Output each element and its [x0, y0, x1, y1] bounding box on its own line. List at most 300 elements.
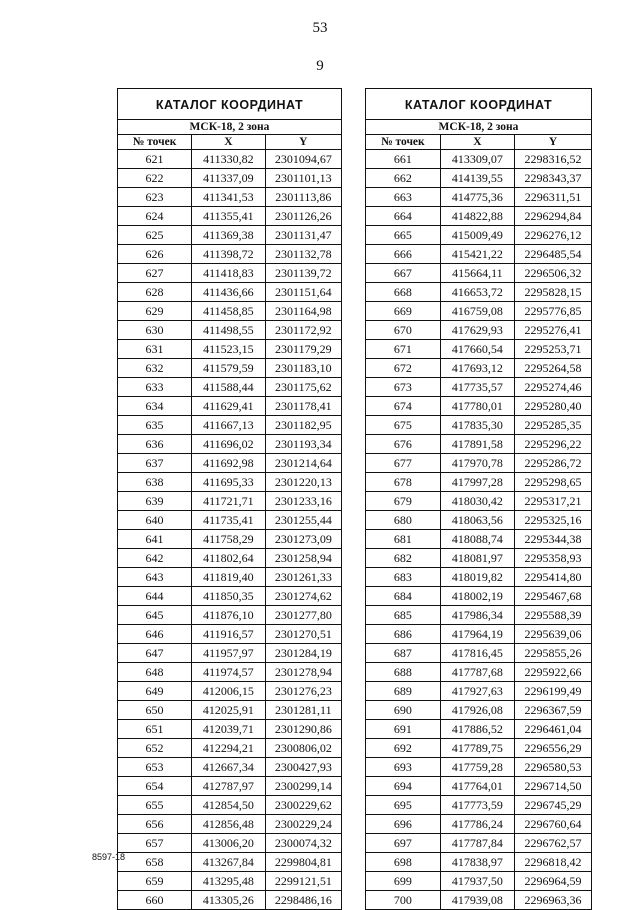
point-number-cell: 656 — [118, 815, 192, 834]
point-number-cell: 679 — [366, 492, 440, 511]
x-coordinate-cell: 411802,64 — [192, 549, 266, 568]
point-number-cell: 671 — [366, 340, 440, 359]
table-row — [118, 340, 341, 359]
point-number-cell: 676 — [366, 435, 440, 454]
y-coordinate-cell: 2301132,78 — [265, 245, 341, 264]
y-coordinate-cell: 2295344,38 — [515, 530, 592, 549]
point-number-cell: 643 — [118, 568, 192, 587]
table-row — [366, 378, 591, 397]
y-coordinate-cell: 2296506,32 — [515, 264, 592, 283]
y-coordinate-cell: 2295325,16 — [515, 511, 592, 530]
y-coordinate-cell: 2300806,02 — [265, 739, 341, 758]
table-row — [366, 834, 591, 853]
point-number-cell: 697 — [366, 834, 440, 853]
x-coordinate-cell: 411819,40 — [192, 568, 266, 587]
x-coordinate-cell: 417759,28 — [440, 758, 514, 777]
point-number-cell: 629 — [118, 302, 192, 321]
point-number-cell: 682 — [366, 549, 440, 568]
y-coordinate-cell: 2301101,13 — [265, 169, 341, 188]
page-number: 53 — [312, 20, 328, 36]
point-number-cell: 652 — [118, 739, 192, 758]
point-number-cell: 688 — [366, 663, 440, 682]
table-row — [118, 796, 341, 815]
x-coordinate-cell: 411498,55 — [192, 321, 266, 340]
point-number-cell: 627 — [118, 264, 192, 283]
y-coordinate-cell: 2301172,92 — [265, 321, 341, 340]
y-coordinate-cell: 2298343,37 — [515, 169, 592, 188]
y-coordinate-cell: 2295286,72 — [515, 454, 592, 473]
x-coordinate-cell: 418019,82 — [440, 568, 514, 587]
x-coordinate-cell: 413006,20 — [192, 834, 266, 853]
table-row — [118, 302, 341, 321]
x-coordinate-cell: 417789,75 — [440, 739, 514, 758]
column-header-point-number: № точек — [366, 135, 440, 150]
y-coordinate-cell: 2296964,59 — [515, 872, 592, 891]
x-coordinate-cell: 411330,82 — [192, 150, 266, 169]
table-row — [118, 853, 341, 872]
y-coordinate-cell: 2299121,51 — [265, 872, 341, 891]
table-row — [118, 606, 341, 625]
x-coordinate-cell: 412006,15 — [192, 682, 266, 701]
x-coordinate-cell: 411579,59 — [192, 359, 266, 378]
y-coordinate-cell: 2295588,39 — [515, 606, 592, 625]
point-number-cell: 666 — [366, 245, 440, 264]
y-coordinate-cell: 2301182,95 — [265, 416, 341, 435]
table-row — [366, 720, 591, 739]
coordinate-catalog-right — [365, 88, 592, 910]
table-row — [118, 530, 341, 549]
x-coordinate-cell: 415421,22 — [440, 245, 514, 264]
x-coordinate-cell: 414775,36 — [440, 188, 514, 207]
x-coordinate-cell: 417970,78 — [440, 454, 514, 473]
x-coordinate-cell: 411523,15 — [192, 340, 266, 359]
y-coordinate-cell: 2296762,57 — [515, 834, 592, 853]
point-number-cell: 645 — [118, 606, 192, 625]
y-coordinate-cell: 2295922,66 — [515, 663, 592, 682]
y-coordinate-cell: 2295253,71 — [515, 340, 592, 359]
x-coordinate-cell: 418088,74 — [440, 530, 514, 549]
table-row — [366, 226, 591, 245]
x-coordinate-cell: 417926,08 — [440, 701, 514, 720]
x-coordinate-cell: 411436,66 — [192, 283, 266, 302]
x-coordinate-cell: 417886,52 — [440, 720, 514, 739]
point-number-cell: 685 — [366, 606, 440, 625]
y-coordinate-cell: 2300074,32 — [265, 834, 341, 853]
point-number-cell: 693 — [366, 758, 440, 777]
table-row — [366, 796, 591, 815]
point-number-cell: 698 — [366, 853, 440, 872]
table-row — [118, 188, 341, 207]
table-row — [118, 739, 341, 758]
point-number-cell: 696 — [366, 815, 440, 834]
y-coordinate-cell: 2301094,67 — [265, 150, 341, 169]
point-number-cell: 626 — [118, 245, 192, 264]
point-number-cell: 647 — [118, 644, 192, 663]
y-coordinate-cell: 2295358,93 — [515, 549, 592, 568]
x-coordinate-cell: 411957,97 — [192, 644, 266, 663]
x-coordinate-cell: 411850,35 — [192, 587, 266, 606]
point-number-cell: 692 — [366, 739, 440, 758]
zone-label: МСК-18, 2 зона — [366, 120, 591, 135]
table-row — [366, 169, 591, 188]
table-row — [118, 245, 341, 264]
table-row — [118, 492, 341, 511]
point-number-cell: 699 — [366, 872, 440, 891]
point-number-cell: 675 — [366, 416, 440, 435]
table-row — [366, 777, 591, 796]
x-coordinate-cell: 416653,72 — [440, 283, 514, 302]
y-coordinate-cell: 2301164,98 — [265, 302, 341, 321]
y-coordinate-cell: 2296580,53 — [515, 758, 592, 777]
x-coordinate-cell: 417964,19 — [440, 625, 514, 644]
table-row — [366, 359, 591, 378]
point-number-cell: 638 — [118, 473, 192, 492]
x-coordinate-cell: 411398,72 — [192, 245, 266, 264]
y-coordinate-cell: 2301273,09 — [265, 530, 341, 549]
y-coordinate-cell: 2296294,84 — [515, 207, 592, 226]
table-row — [366, 188, 591, 207]
y-coordinate-cell: 2295317,21 — [515, 492, 592, 511]
x-coordinate-cell: 411588,44 — [192, 378, 266, 397]
point-number-cell: 653 — [118, 758, 192, 777]
x-coordinate-cell: 414822,88 — [440, 207, 514, 226]
table-row — [118, 150, 341, 169]
table-row — [118, 207, 341, 226]
table-row — [366, 321, 591, 340]
x-coordinate-cell: 415664,11 — [440, 264, 514, 283]
table-row — [118, 758, 341, 777]
table-row — [118, 511, 341, 530]
point-number-cell: 660 — [118, 891, 192, 910]
point-number-cell: 670 — [366, 321, 440, 340]
column-header-y: Y — [515, 135, 592, 150]
point-number-cell: 648 — [118, 663, 192, 682]
point-number-cell: 644 — [118, 587, 192, 606]
table-row — [118, 378, 341, 397]
table-row — [366, 511, 591, 530]
x-coordinate-cell: 413267,84 — [192, 853, 266, 872]
point-number-cell: 673 — [366, 378, 440, 397]
x-coordinate-cell: 414139,55 — [440, 169, 514, 188]
point-number-cell: 641 — [118, 530, 192, 549]
document-code: 8597-18 — [92, 852, 126, 862]
y-coordinate-cell: 2301277,80 — [265, 606, 341, 625]
x-coordinate-cell: 418063,56 — [440, 511, 514, 530]
table-row — [366, 739, 591, 758]
point-number-cell: 631 — [118, 340, 192, 359]
y-coordinate-cell: 2301261,33 — [265, 568, 341, 587]
column-header-x: X — [440, 135, 514, 150]
point-number-cell: 663 — [366, 188, 440, 207]
y-coordinate-cell: 2296714,50 — [515, 777, 592, 796]
coordinate-table — [118, 120, 341, 909]
point-number-cell: 678 — [366, 473, 440, 492]
y-coordinate-cell: 2296760,64 — [515, 815, 592, 834]
y-coordinate-cell: 2301255,44 — [265, 511, 341, 530]
x-coordinate-cell: 411876,10 — [192, 606, 266, 625]
x-coordinate-cell: 412025,91 — [192, 701, 266, 720]
x-coordinate-cell: 417735,57 — [440, 378, 514, 397]
table-row — [366, 473, 591, 492]
x-coordinate-cell: 417787,84 — [440, 834, 514, 853]
zone-label: МСК-18, 2 зона — [118, 120, 341, 135]
y-coordinate-cell: 2295264,58 — [515, 359, 592, 378]
y-coordinate-cell: 2296199,49 — [515, 682, 592, 701]
y-coordinate-cell: 2301276,23 — [265, 682, 341, 701]
y-coordinate-cell: 2300299,14 — [265, 777, 341, 796]
point-number-cell: 636 — [118, 435, 192, 454]
point-number-cell: 628 — [118, 283, 192, 302]
table-row — [366, 663, 591, 682]
y-coordinate-cell: 2296367,59 — [515, 701, 592, 720]
point-number-cell: 700 — [366, 891, 440, 910]
coordinate-catalog-left — [117, 88, 342, 910]
x-coordinate-cell: 411695,33 — [192, 473, 266, 492]
point-number-cell: 681 — [366, 530, 440, 549]
y-coordinate-cell: 2298486,16 — [265, 891, 341, 910]
y-coordinate-cell: 2296461,04 — [515, 720, 592, 739]
y-coordinate-cell: 2295285,35 — [515, 416, 592, 435]
table-row — [118, 777, 341, 796]
table-row — [366, 853, 591, 872]
y-coordinate-cell: 2301220,13 — [265, 473, 341, 492]
x-coordinate-cell: 417835,30 — [440, 416, 514, 435]
point-number-cell: 640 — [118, 511, 192, 530]
x-coordinate-cell: 417816,45 — [440, 644, 514, 663]
table-row — [366, 207, 591, 226]
x-coordinate-cell: 415009,49 — [440, 226, 514, 245]
point-number-cell: 624 — [118, 207, 192, 226]
y-coordinate-cell: 2300229,24 — [265, 815, 341, 834]
x-coordinate-cell: 417787,68 — [440, 663, 514, 682]
table-row — [118, 321, 341, 340]
x-coordinate-cell: 411758,29 — [192, 530, 266, 549]
sub-page-number: 9 — [316, 58, 324, 74]
table-row — [366, 701, 591, 720]
point-number-cell: 621 — [118, 150, 192, 169]
table-row — [366, 150, 591, 169]
x-coordinate-cell: 413305,26 — [192, 891, 266, 910]
x-coordinate-cell: 416759,08 — [440, 302, 514, 321]
point-number-cell: 637 — [118, 454, 192, 473]
x-coordinate-cell: 412039,71 — [192, 720, 266, 739]
table-body — [118, 150, 341, 910]
table-row — [366, 264, 591, 283]
y-coordinate-cell: 2295639,06 — [515, 625, 592, 644]
y-coordinate-cell: 2301274,62 — [265, 587, 341, 606]
catalog-title: КАТАЛОГ КООРДИНАТ — [366, 89, 591, 120]
x-coordinate-cell: 411696,02 — [192, 435, 266, 454]
point-number-cell: 695 — [366, 796, 440, 815]
point-number-cell: 686 — [366, 625, 440, 644]
table-row — [118, 549, 341, 568]
table-row — [118, 815, 341, 834]
point-number-cell: 659 — [118, 872, 192, 891]
table-row — [366, 454, 591, 473]
column-header-point-number: № точек — [118, 135, 192, 150]
point-number-cell: 672 — [366, 359, 440, 378]
y-coordinate-cell: 2295828,15 — [515, 283, 592, 302]
y-coordinate-cell: 2295855,26 — [515, 644, 592, 663]
x-coordinate-cell: 417939,08 — [440, 891, 514, 910]
table-row — [366, 758, 591, 777]
y-coordinate-cell: 2301233,16 — [265, 492, 341, 511]
table-row — [118, 872, 341, 891]
y-coordinate-cell: 2301290,86 — [265, 720, 341, 739]
table-row — [118, 454, 341, 473]
table-row — [366, 530, 591, 549]
table-row — [366, 549, 591, 568]
x-coordinate-cell: 417937,50 — [440, 872, 514, 891]
x-coordinate-cell: 417780,01 — [440, 397, 514, 416]
point-number-cell: 689 — [366, 682, 440, 701]
table-row — [118, 891, 341, 910]
x-coordinate-cell: 411974,57 — [192, 663, 266, 682]
table-row — [118, 701, 341, 720]
table-row — [118, 435, 341, 454]
point-number-cell: 651 — [118, 720, 192, 739]
y-coordinate-cell: 2301270,51 — [265, 625, 341, 644]
y-coordinate-cell: 2301214,64 — [265, 454, 341, 473]
point-number-cell: 690 — [366, 701, 440, 720]
table-row — [366, 245, 591, 264]
y-coordinate-cell: 2295274,46 — [515, 378, 592, 397]
y-coordinate-cell: 2301131,47 — [265, 226, 341, 245]
point-number-cell: 680 — [366, 511, 440, 530]
point-number-cell: 661 — [366, 150, 440, 169]
x-coordinate-cell: 411341,53 — [192, 188, 266, 207]
y-coordinate-cell: 2299804,81 — [265, 853, 341, 872]
y-coordinate-cell: 2300427,93 — [265, 758, 341, 777]
table-row — [366, 435, 591, 454]
point-number-cell: 646 — [118, 625, 192, 644]
table-row — [366, 568, 591, 587]
table-row — [366, 416, 591, 435]
x-coordinate-cell: 413295,48 — [192, 872, 266, 891]
x-coordinate-cell: 411667,13 — [192, 416, 266, 435]
table-row — [118, 587, 341, 606]
y-coordinate-cell: 2301139,72 — [265, 264, 341, 283]
table-row — [366, 283, 591, 302]
table-row — [118, 473, 341, 492]
x-coordinate-cell: 417997,28 — [440, 473, 514, 492]
y-coordinate-cell: 2301193,34 — [265, 435, 341, 454]
point-number-cell: 665 — [366, 226, 440, 245]
point-number-cell: 655 — [118, 796, 192, 815]
x-coordinate-cell: 411629,41 — [192, 397, 266, 416]
y-coordinate-cell: 2301284,19 — [265, 644, 341, 663]
point-number-cell: 639 — [118, 492, 192, 511]
x-coordinate-cell: 417891,58 — [440, 435, 514, 454]
table-row — [118, 568, 341, 587]
y-coordinate-cell: 2295276,41 — [515, 321, 592, 340]
y-coordinate-cell: 2301179,29 — [265, 340, 341, 359]
point-number-cell: 625 — [118, 226, 192, 245]
table-row — [118, 720, 341, 739]
x-coordinate-cell: 412787,97 — [192, 777, 266, 796]
y-coordinate-cell: 2295280,40 — [515, 397, 592, 416]
point-number-cell: 668 — [366, 283, 440, 302]
point-number-cell: 642 — [118, 549, 192, 568]
point-number-cell: 683 — [366, 568, 440, 587]
table-row — [118, 682, 341, 701]
x-coordinate-cell: 418081,97 — [440, 549, 514, 568]
y-coordinate-cell: 2301178,41 — [265, 397, 341, 416]
x-coordinate-cell: 412854,50 — [192, 796, 266, 815]
x-coordinate-cell: 411458,85 — [192, 302, 266, 321]
y-coordinate-cell: 2301113,86 — [265, 188, 341, 207]
point-number-cell: 635 — [118, 416, 192, 435]
point-number-cell: 694 — [366, 777, 440, 796]
x-coordinate-cell: 417629,93 — [440, 321, 514, 340]
point-number-cell: 669 — [366, 302, 440, 321]
point-number-cell: 674 — [366, 397, 440, 416]
point-number-cell: 622 — [118, 169, 192, 188]
x-coordinate-cell: 417986,34 — [440, 606, 514, 625]
table-row — [118, 625, 341, 644]
y-coordinate-cell: 2295467,68 — [515, 587, 592, 606]
x-coordinate-cell: 418002,19 — [440, 587, 514, 606]
x-coordinate-cell: 411721,71 — [192, 492, 266, 511]
coordinate-table — [366, 120, 591, 909]
y-coordinate-cell: 2295414,80 — [515, 568, 592, 587]
table-row — [366, 492, 591, 511]
catalog-title: КАТАЛОГ КООРДИНАТ — [118, 89, 341, 120]
point-number-cell: 632 — [118, 359, 192, 378]
x-coordinate-cell: 417764,01 — [440, 777, 514, 796]
point-number-cell: 634 — [118, 397, 192, 416]
x-coordinate-cell: 417927,63 — [440, 682, 514, 701]
table-row — [366, 644, 591, 663]
x-coordinate-cell: 411916,57 — [192, 625, 266, 644]
y-coordinate-cell: 2296276,12 — [515, 226, 592, 245]
x-coordinate-cell: 412856,48 — [192, 815, 266, 834]
table-row — [118, 834, 341, 853]
x-coordinate-cell: 417693,12 — [440, 359, 514, 378]
point-number-cell: 662 — [366, 169, 440, 188]
table-row — [366, 815, 591, 834]
table-row — [366, 606, 591, 625]
x-coordinate-cell: 417838,97 — [440, 853, 514, 872]
table-row — [366, 302, 591, 321]
x-coordinate-cell: 411418,83 — [192, 264, 266, 283]
y-coordinate-cell: 2301183,10 — [265, 359, 341, 378]
point-number-cell: 658 — [118, 853, 192, 872]
x-coordinate-cell: 411369,38 — [192, 226, 266, 245]
x-coordinate-cell: 417773,59 — [440, 796, 514, 815]
table-row — [118, 283, 341, 302]
y-coordinate-cell: 2296556,29 — [515, 739, 592, 758]
y-coordinate-cell: 2301278,94 — [265, 663, 341, 682]
y-coordinate-cell: 2301175,62 — [265, 378, 341, 397]
point-number-cell: 677 — [366, 454, 440, 473]
x-coordinate-cell: 411355,41 — [192, 207, 266, 226]
column-header-x: X — [192, 135, 266, 150]
x-coordinate-cell: 412294,21 — [192, 739, 266, 758]
table-body — [366, 150, 591, 910]
x-coordinate-cell: 412667,34 — [192, 758, 266, 777]
table-row — [118, 264, 341, 283]
y-coordinate-cell: 2301126,26 — [265, 207, 341, 226]
y-coordinate-cell: 2296745,29 — [515, 796, 592, 815]
y-coordinate-cell: 2301258,94 — [265, 549, 341, 568]
x-coordinate-cell: 418030,42 — [440, 492, 514, 511]
point-number-cell: 650 — [118, 701, 192, 720]
table-row — [118, 663, 341, 682]
y-coordinate-cell: 2295296,22 — [515, 435, 592, 454]
table-row — [366, 625, 591, 644]
point-number-cell: 684 — [366, 587, 440, 606]
